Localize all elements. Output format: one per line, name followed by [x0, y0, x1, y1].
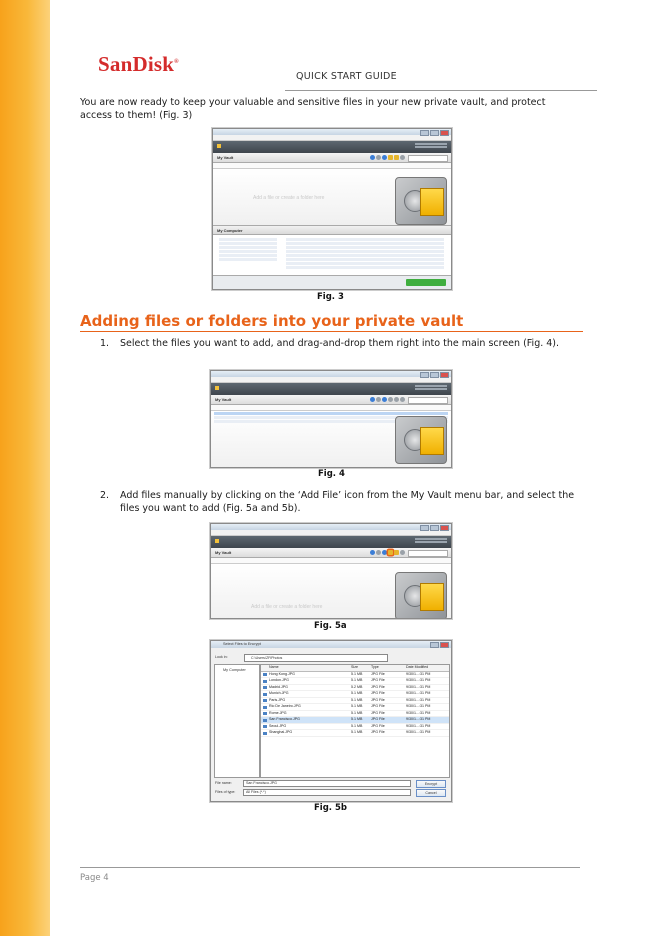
file-row: San Francisco.JPG 5.1 MB JPG File 9/30/1...:31 PM — [261, 717, 449, 724]
jpg-file-icon — [263, 706, 267, 709]
vault-drop-area — [213, 169, 451, 225]
sandisk-logo: SanDisk® — [98, 52, 179, 76]
step-number: 1. — [100, 338, 110, 349]
my-vault-header — [211, 395, 451, 405]
footer-rule — [80, 867, 580, 868]
file-row: Rome.JPG 5.1 MB JPG File 9/30/1...:31 PM — [261, 711, 449, 718]
files-of-type-select: All Files (*.*) — [243, 789, 411, 796]
jpg-file-icon — [263, 680, 267, 683]
drop-hint: Add a file or create a folder here — [251, 604, 323, 610]
app-header-bar — [213, 141, 451, 153]
safe-icon — [395, 177, 447, 225]
close-icon — [440, 130, 449, 136]
jpg-file-icon — [263, 712, 267, 715]
fig5b-caption: Fig. 5b — [314, 803, 347, 813]
status-bar — [213, 275, 451, 289]
file-name-field: San Francisco.JPG — [243, 780, 411, 787]
jpg-file-icon — [263, 673, 267, 676]
safe-icon — [395, 416, 447, 464]
my-vault-label: My Vault — [217, 155, 234, 160]
file-row: Hong Kong.JPG 5.1 MB JPG File 9/30/1...:31 PM — [261, 672, 449, 679]
fig4-caption: Fig. 4 — [318, 469, 345, 479]
my-vault-header — [211, 548, 451, 558]
page-number: Page 4 — [80, 873, 109, 883]
lock-icon — [215, 539, 219, 543]
header-rule — [285, 90, 597, 91]
orange-side-bar — [0, 0, 50, 936]
my-vault-label: My Vault — [215, 550, 232, 555]
step-text: Select the files you want to add, and drag-and-drop them right into the main screen (Fig. 4). — [120, 338, 560, 349]
jpg-file-icon — [263, 725, 267, 728]
encrypt-button: Encrypt — [416, 780, 446, 788]
vault-file-list — [211, 412, 451, 468]
step-number: 2. — [100, 490, 110, 501]
file-row: Rio De Janeiro.JPG 5.1 MB JPG File 9/30/1...:31 PM — [261, 704, 449, 711]
jpg-file-icon — [263, 719, 267, 722]
step-text: Add files manually by clicking on the ‘Add File’ icon from the My Vault menu bar, and select the files you want to add (Fig. 5a and 5b). — [120, 490, 575, 514]
close-icon — [440, 642, 449, 648]
cancel-button: Cancel — [416, 789, 446, 797]
lock-icon — [215, 386, 219, 390]
file-row: Shanghai.JPG 5.1 MB JPG File 9/30/1...:31 PM — [261, 730, 449, 737]
jpg-file-icon — [263, 732, 267, 735]
close-icon — [440, 525, 449, 531]
my-vault-header — [213, 153, 451, 163]
step-1 — [100, 337, 580, 363]
file-row: Madrid.JPG 5.2 MB JPG File 9/30/1...:31 PM — [261, 685, 449, 692]
jpg-file-icon — [263, 686, 267, 689]
fig3-caption: Fig. 3 — [317, 292, 344, 302]
fig3-screenshot — [212, 128, 452, 290]
file-list — [260, 664, 450, 778]
file-row: Seoul.JPG 5.1 MB JPG File 9/30/1...:31 PM — [261, 724, 449, 731]
search-input — [408, 397, 448, 404]
my-computer-header — [213, 225, 451, 235]
my-computer-place: My Computer — [223, 668, 246, 672]
vault-toolbar — [369, 155, 405, 161]
close-icon — [440, 372, 449, 378]
fig4-screenshot — [210, 370, 452, 468]
guide-title: QUICK START GUIDE — [296, 71, 397, 82]
fig5a-caption: Fig. 5a — [314, 621, 347, 631]
look-in-label: Look in: — [215, 655, 228, 659]
file-name-label: File name: — [215, 781, 232, 785]
window-titlebar — [213, 129, 451, 135]
file-row: Munich.JPG 5.1 MB JPG File 9/30/1...:31 PM — [261, 691, 449, 698]
jpg-file-icon — [263, 699, 267, 702]
vault-drop-area — [211, 564, 451, 619]
my-computer-label: My Computer — [217, 228, 243, 233]
safe-icon — [395, 572, 447, 619]
search-input — [408, 155, 448, 162]
drop-hint: Add a file or create a folder here — [253, 195, 325, 201]
upgrade-button — [406, 279, 446, 286]
add-file-icon — [388, 550, 393, 555]
section-title: Adding files or folders into your private vault — [80, 312, 464, 330]
computer-panel — [213, 235, 451, 275]
fig5b-dialog-screenshot — [210, 640, 452, 802]
intro-paragraph: You are now ready to keep your valuable and sensitive files in your new private vault, and protect access to them! (Fig. 3) — [80, 97, 546, 121]
files-of-type-label: Files of type: — [215, 790, 236, 794]
file-list-header: Name Size Type Date Modified — [261, 665, 449, 672]
look-in-select: C:\Users\ZFiPhotos — [244, 654, 388, 662]
places-panel — [214, 664, 260, 778]
my-vault-label: My Vault — [215, 397, 232, 402]
search-input — [408, 550, 448, 557]
dialog-title: Select Files to Encrypt — [223, 642, 261, 646]
lock-icon — [217, 144, 221, 148]
jpg-file-icon — [263, 693, 267, 696]
minimize-icon — [420, 130, 429, 136]
section-rule — [80, 331, 583, 332]
file-row: London.JPG 5.1 MB JPG File 9/30/1...:31 PM — [261, 678, 449, 685]
fig5a-screenshot — [210, 523, 452, 619]
maximize-icon — [430, 130, 439, 136]
step-2 — [100, 489, 580, 515]
file-row: Paris.JPG 5.1 MB JPG File 9/30/1...:31 PM — [261, 698, 449, 705]
